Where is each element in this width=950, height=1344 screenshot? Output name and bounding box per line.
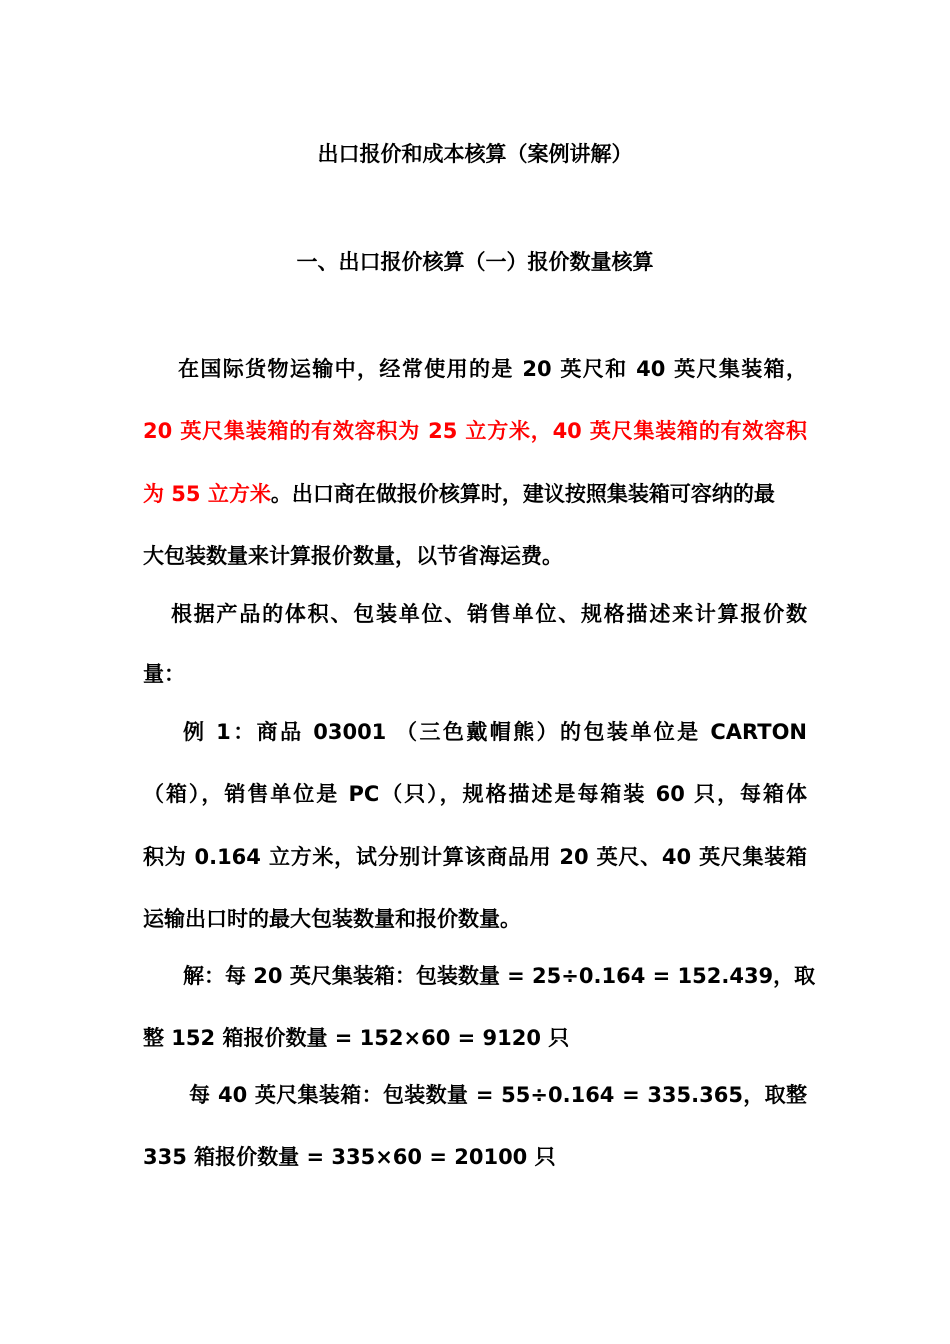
paragraph-intro-line-3 [143, 480, 807, 508]
solution-line-4: 335 箱报价数量 = 335×60 = 20100 只 [143, 1145, 556, 1169]
solution-line-3: 每 40 英尺集装箱：包装数量 = 55÷0.164 = 335.365，取整 [189, 1083, 807, 1107]
paragraph-method-line-2: 量： [143, 662, 185, 686]
section-heading: 一、出口报价核算（一）报价数量核算 [296, 250, 654, 274]
example-line-3: 积为 0.164 立方米，试分别计算该商品用 20 英尺、40 英尺集装箱 [143, 845, 807, 869]
document-title: 出口报价和成本核算（案例讲解） [317, 142, 633, 166]
highlight-text: 为 55 立方米 [143, 482, 271, 506]
paragraph-intro-line-1: 在国际货物运输中，经常使用的是 20 英尺和 40 英尺集装箱， [178, 357, 807, 381]
paragraph-intro-line-2-highlight: 20 英尺集装箱的有效容积为 25 立方米，40 英尺集装箱的有效容积 [143, 419, 807, 443]
paragraph-method-line-1: 根据产品的体积、包装单位、销售单位、规格描述来计算报价数 [171, 602, 807, 626]
paragraph-text: 。出口商在做报价核算时，建议按照集装箱可容纳的最 [270, 482, 775, 506]
solution-line-1: 解：每 20 英尺集装箱：包装数量 = 25÷0.164 = 152.439，取 [183, 964, 816, 988]
example-line-1: 例 1：商品 03001 （三色戴帽熊）的包装单位是 CARTON [183, 720, 807, 744]
solution-line-2: 整 152 箱报价数量 = 152×60 = 9120 只 [143, 1026, 570, 1050]
example-line-4: 运输出口时的最大包装数量和报价数量。 [143, 907, 521, 931]
example-line-2: （箱），销售单位是 PC（只），规格描述是每箱装 60 只，每箱体 [143, 782, 807, 806]
paragraph-intro-line-4: 大包装数量来计算报价数量，以节省海运费。 [143, 544, 563, 568]
